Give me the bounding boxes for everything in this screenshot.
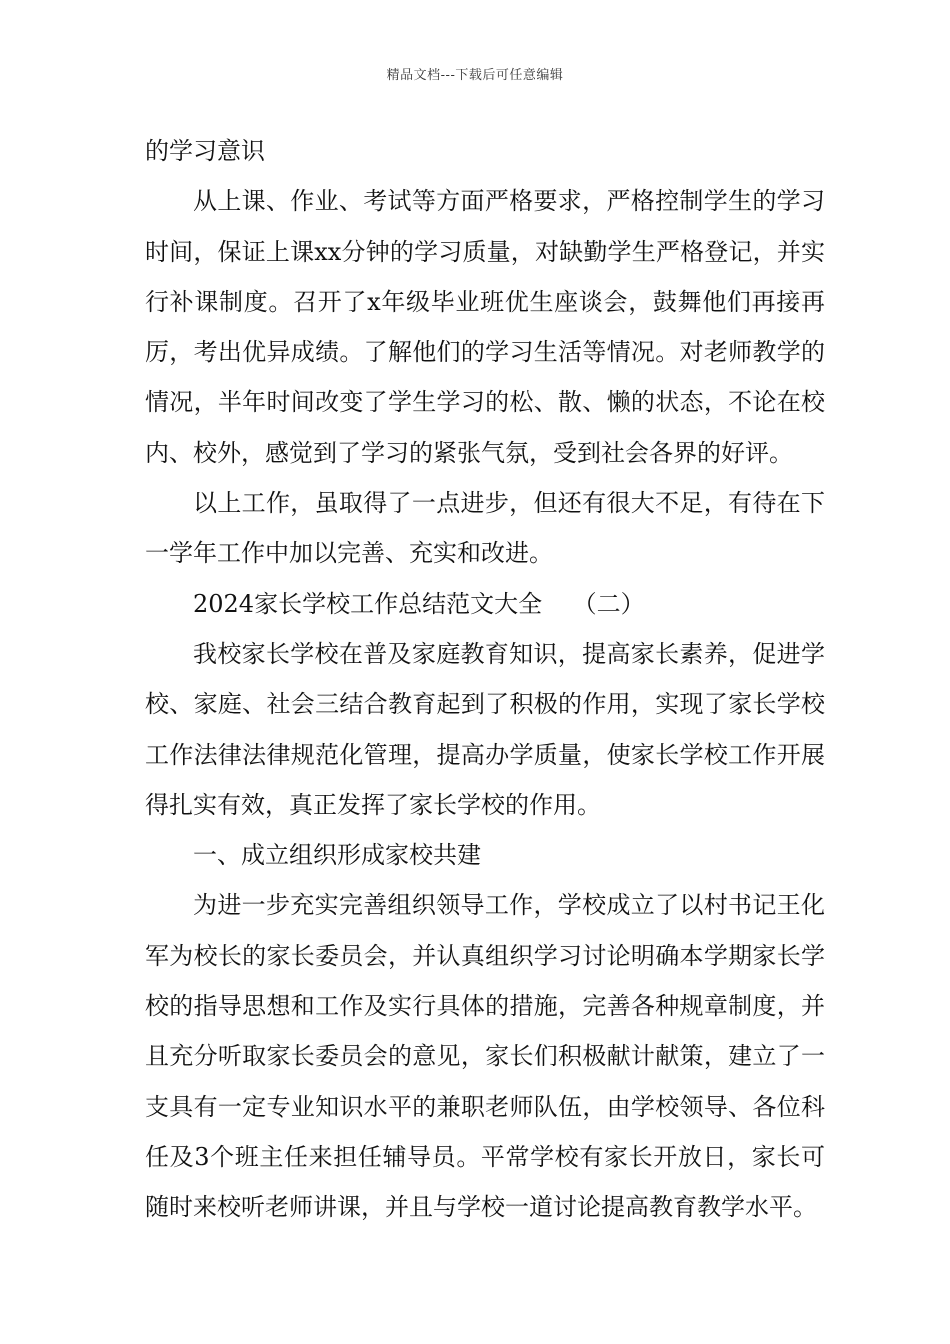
document-title: 2024家长学校工作总结范文大全 （二）: [193, 589, 645, 618]
section-heading: 一、成立组织形成家校共建: [193, 841, 481, 870]
paragraph: 我校家长学校在普及家庭教育知识，提高家长素养，促进学校、家庭、社会三结合教育起到了积极的作用，实现了家长学校工作法律法律规范化管理，提高办学质量，使家长学校工作开展得扎实有效，真正发挥了家长学校的作用。: [145, 639, 825, 819]
paragraph: 以上工作，虽取得了一点进步，但还有很大不足，有待在下一学年工作中加以完善、充实和改进。: [145, 489, 825, 568]
paragraph: 为进一步充实完善组织领导工作，学校成立了以村书记王化军为校长的家长委员会，并认真组织学习讨论明确本学期家长学校的指导思想和工作及实行具体的措施，完善各种规章制度，并且充分听取家长委员会的意见，家长们积极献计献策，建立了一支具有一定专业知识水平的兼职老师队伍，由学校领导、各位科任及3个班主任来担任辅导员。平常学校有家长开放日，家长可随时来校听老师讲课，并且与学校一道讨论提高教育教学水平。: [145, 891, 825, 1222]
document-body: [145, 126, 825, 1233]
page-header: 精品文档---下载后可任意编辑: [386, 68, 564, 83]
paragraph: 从上课、作业、考试等方面严格要求，严格控制学生的学习时间，保证上课xx分钟的学习质量，对缺勤学生严格登记，并实行补课制度。召开了x年级毕业班优生座谈会，鼓舞他们再接再厉，考出优异成绩。了解他们的学习生活等情况。对老师教学的情况，半年时间改变了学生学习的松、散、懒的状态，不论在校内、校外，感觉到了学习的紧张气氛，受到社会各界的好评。: [145, 187, 825, 467]
paragraph-continuation: 的学习意识: [145, 137, 265, 165]
